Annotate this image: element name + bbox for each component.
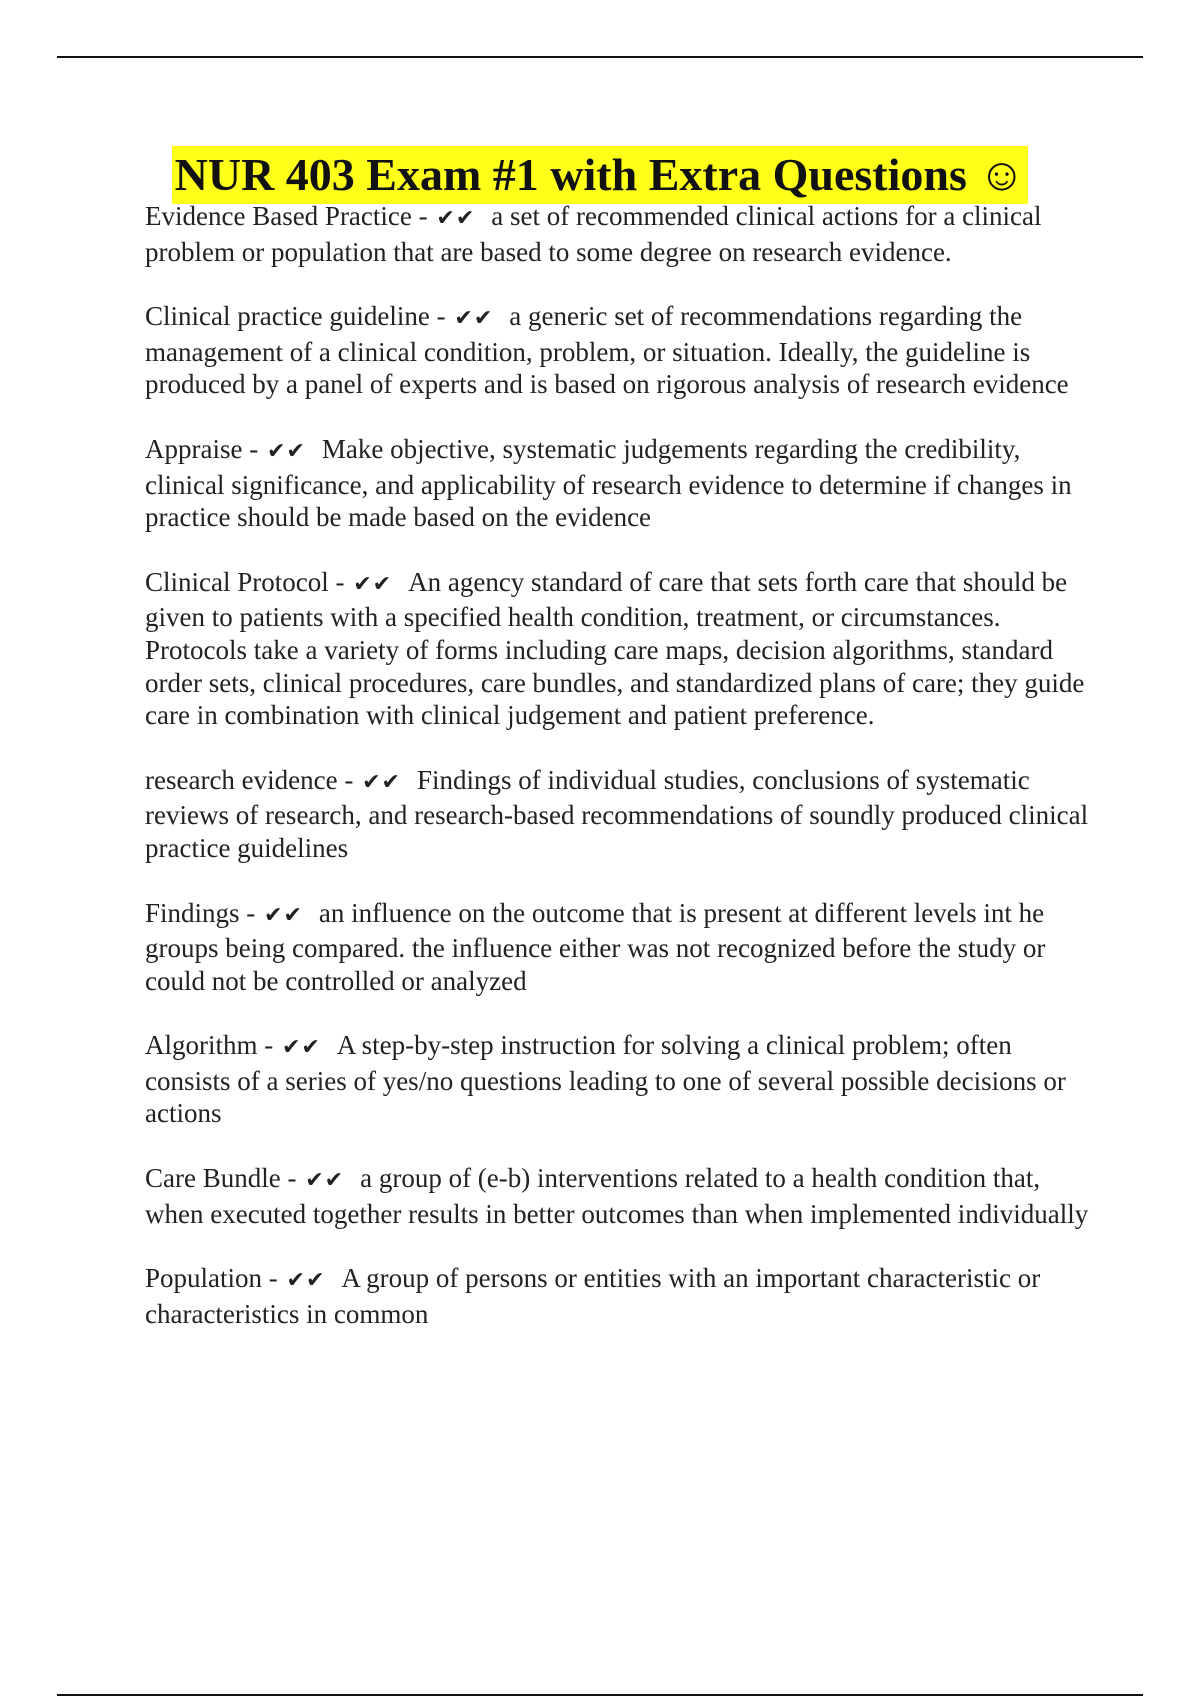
entry-definition: An agency standard of care that sets forth care that should be given to patients with a specified health condition, treatment, or circumstances. Protocols take a variety of forms including care maps, decision algorithms, standard order sets, clinical procedures, care bundles, and standardized plans of care; they guide care in combination with clinical judgement and patient preference. [145, 566, 1085, 731]
glossary-entry-research-evidence [145, 764, 1090, 865]
glossary-entry-population [145, 1262, 1090, 1330]
entry-definition: a group of (e-b) interventions related to a health condition that, when executed together results in better outcomes than when implemented individually [145, 1163, 1089, 1229]
glossary-entry-appraise [145, 433, 1090, 534]
glossary-list [145, 200, 1090, 1362]
entry-separator: - [328, 566, 352, 597]
entry-term: Appraise [145, 433, 243, 464]
entry-term: Care Bundle [145, 1163, 281, 1194]
page-title: NUR 403 Exam #1 with Extra Questions ☺ [172, 146, 1029, 204]
entry-definition: a generic set of recommendations regarding the management of a clinical condition, problem, or situation. Ideally, the guideline is produced by a panel of experts and is based on rigorous analysis of research evidence [145, 301, 1069, 400]
entry-term: Clinical Protocol [145, 566, 329, 597]
entry-term: Findings [145, 897, 240, 928]
entry-separator: - [242, 433, 265, 464]
entry-term: Evidence Based Practice [145, 201, 412, 231]
top-rule [57, 56, 1143, 58]
title-block [0, 146, 1200, 204]
entry-term: Population [145, 1263, 263, 1294]
entry-term: Algorithm [145, 1030, 258, 1061]
entry-separator: - [280, 1163, 304, 1194]
bottom-rule [57, 1694, 1143, 1696]
entry-definition: A step-by-step instruction for solving a clinical problem; often consists of a series of yes/no questions leading to one of several possible decisions or actions [145, 1030, 1066, 1129]
double-check-icon: ✔✔ [436, 206, 476, 231]
entry-definition: Findings of individual studies, conclusions of systematic reviews of research, and research-based recommendations of soundly produced clinical practice guidelines [145, 764, 1089, 863]
double-check-icon: ✔✔ [362, 769, 401, 795]
double-check-icon: ✔✔ [282, 1035, 321, 1061]
glossary-entry-algorithm [145, 1029, 1090, 1130]
entry-separator: - [337, 764, 361, 795]
entry-definition: Make objective, systematic judgements regarding the credibility, clinical significance, and applicability of research evidence to determine if changes in practice should be made based on the evidence [145, 433, 1072, 533]
entry-term: Clinical practice guideline [145, 301, 430, 332]
glossary-entry-evidence-based-practice [145, 200, 1090, 268]
entry-definition: a set of recommended clinical actions for a clinical problem or population that are based to some degree on research evidence. [145, 201, 1042, 267]
double-check-icon: ✔✔ [286, 1268, 326, 1294]
entry-definition: A group of persons or entities with an important characteristic or characteristics in common [145, 1263, 1041, 1329]
double-check-icon: ✔✔ [353, 571, 393, 597]
entry-separator: - [239, 897, 263, 928]
double-check-icon: ✔✔ [305, 1168, 345, 1194]
double-check-icon: ✔✔ [266, 438, 306, 464]
entry-term: research evidence [145, 764, 338, 795]
glossary-entry-clinical-practice-guideline [145, 300, 1090, 401]
entry-separator: - [262, 1263, 285, 1294]
glossary-entry-care-bundle [145, 1162, 1090, 1230]
double-check-icon: ✔✔ [454, 306, 494, 332]
entry-separator: - [257, 1030, 280, 1061]
double-check-icon: ✔✔ [264, 902, 303, 928]
entry-separator: - [429, 301, 453, 332]
entry-separator: - [411, 201, 435, 231]
glossary-entry-findings [145, 897, 1090, 998]
entry-definition: an influence on the outcome that is present at different levels int he groups being compared. the influence either was not recognized before the study or could not be controlled or analyzed [145, 897, 1046, 996]
glossary-entry-clinical-protocol [145, 566, 1090, 732]
